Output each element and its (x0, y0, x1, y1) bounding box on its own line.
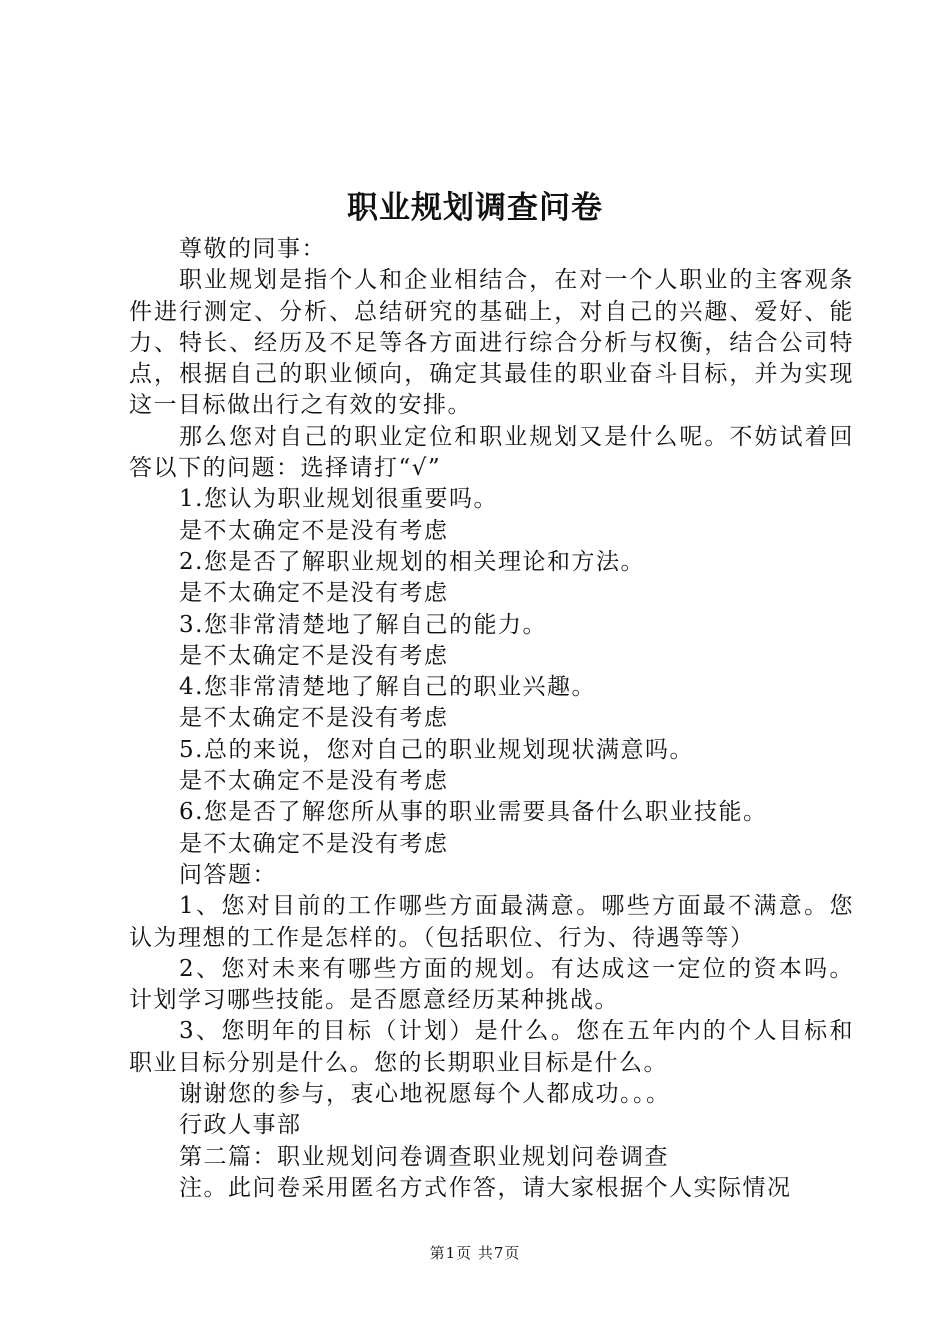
page-number-footer: 第1页 共7页 (429, 1244, 521, 1262)
department-signature: 行政人事部 (179, 1112, 302, 1139)
question-4: 4.您非常清楚地了解自己的职业兴趣。 (179, 674, 596, 701)
open-question-3: 3、您明年的目标（计划）是什么。您在五年内的个人目标和职业目标分别是什么。您的长期职业目标是什么。 (129, 1018, 854, 1076)
question-6-options: 是不太确定不是没有考虑 (179, 830, 449, 857)
question-4-options: 是不太确定不是没有考虑 (179, 705, 449, 732)
open-question-2: 2、您对未来有哪些方面的规划。有达成这一定位的资本吗。计划学习哪些技能。是否愿意经历某种挑战。 (129, 955, 854, 1014)
question-1: 1.您认为职业规划很重要吗。 (179, 486, 498, 513)
question-6: 6.您是否了解您所从事的职业需要具备什么职业技能。 (179, 799, 768, 826)
document-body (129, 234, 854, 1204)
open-question-1: 1、您对目前的工作哪些方面最满意。哪些方面最不满意。您认为理想的工作是怎样的。（包括职位、行为、待遇等等） (129, 893, 854, 951)
question-2-options: 是不太确定不是没有考虑 (179, 580, 449, 607)
thanks-line: 谢谢您的参与，衷心地祝愿每个人都成功。。。 (179, 1081, 671, 1108)
document-title: 职业规划调查问卷 (347, 190, 603, 226)
second-section-heading: 第二篇：职业规划问卷调查职业规划问卷调查 (179, 1143, 669, 1170)
question-1-options: 是不太确定不是没有考虑 (179, 517, 449, 544)
question-5: 5.总的来说，您对自己的职业规划现状满意吗。 (179, 736, 694, 763)
question-3-options: 是不太确定不是没有考虑 (179, 642, 449, 669)
question-2: 2.您是否了解职业规划的相关理论和方法。 (179, 548, 645, 575)
note-line: 注。此问卷采用匿名方式作答，请大家根据个人实际情况 (179, 1174, 792, 1201)
salutation: 尊敬的同事： (179, 236, 326, 262)
intro-paragraph: 职业规划是指个人和企业相结合，在对一个人职业的主客观条件进行测定、分析、总结研究的基础上，对自己的兴趣、爱好、能力、特长、经历及不足等各方面进行综合分析与权衡，结合公司特点，根据自己的职业倾向，确定其最佳的职业奋斗目标，并为实现这一目标做出行之有效的安排。 (129, 267, 854, 419)
question-5-options: 是不太确定不是没有考虑 (179, 768, 449, 795)
open-questions-heading: 问答题： (179, 861, 277, 888)
question-3: 3.您非常清楚地了解自己的能力。 (179, 611, 547, 638)
instruction-paragraph: 那么您对自己的职业定位和职业规划又是什么呢。不妨试着回答以下的问题：选择请打“√” (129, 423, 854, 482)
